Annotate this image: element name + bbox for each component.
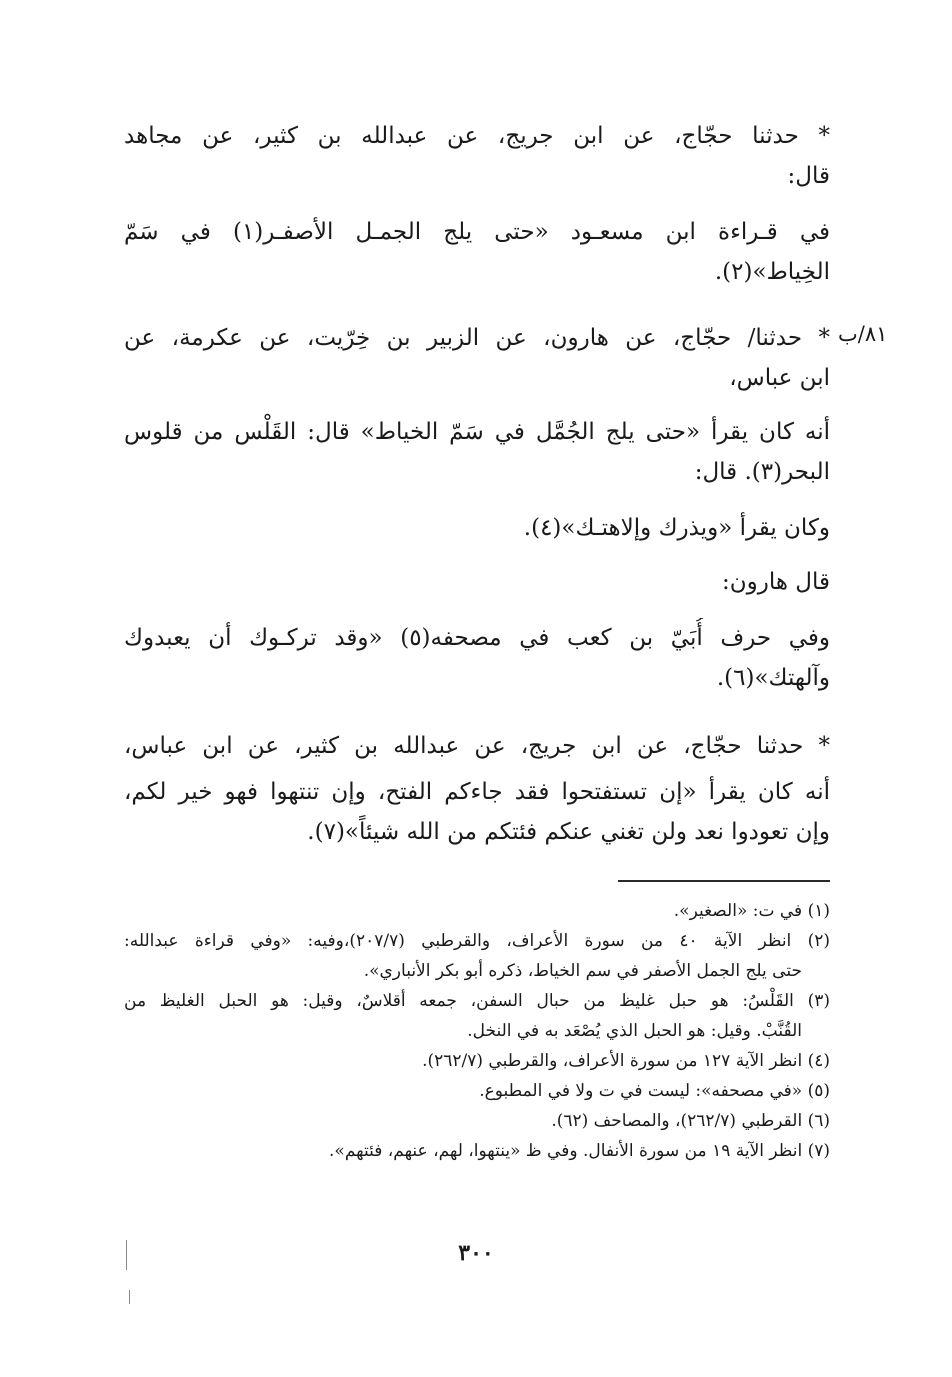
scan-speck <box>129 1290 130 1304</box>
paragraph-2 <box>124 212 830 292</box>
text-line: وفي حرف أُبَيّ بن كعب في مصحفه(٥) «وقد تركـوك أن يعبدوك <box>124 625 830 651</box>
paragraph-5 <box>124 508 830 548</box>
text-line: وإن تعودوا نعد ولن تغني عنكم فئتكم من الله شيئاً»(٧). <box>307 819 830 845</box>
footnote-7: (٧) انظر الآية ١٩ من سورة الأنفال. وفي ظ «ينتهوا، لهم، عنهم، فئتهم». <box>329 1141 830 1161</box>
text-line: أنه كان يقرأ «إن تستفتحوا فقد جاءكم الفتح، وإن تنتهوا فهو خير لكم، <box>124 779 830 805</box>
page-number: ٣٠٠ <box>458 1240 494 1266</box>
footnote-4: (٤) انظر الآية ١٢٧ من سورة الأعراف، والقرطبي (٢٦٢/٧). <box>422 1051 830 1071</box>
footnote-2: (٢) انظر الآية ٤٠ من سورة الأعراف، والقرطبي (٢٠٧/٧)،وفيه: «وفي قراءة عبدالله: <box>124 931 830 951</box>
text-line: * حدثنا حجّاج، عن ابن جريج، عن عبدالله بن كثير، عن مجاهد <box>124 123 830 149</box>
footnote-separator <box>618 880 830 882</box>
text-line: البحر(٣). قال: <box>694 459 830 485</box>
paragraph-6 <box>124 562 830 602</box>
footnotes <box>124 896 830 1166</box>
text-line: ابن عباس، <box>729 365 830 391</box>
text-line: وكان يقرأ «ويذرك وإلاهتـك»(٤). <box>523 515 830 541</box>
footnote-5: (٥) «في مصحفه»: ليست في ت ولا في المطبوع. <box>479 1081 830 1101</box>
footnote-1: (١) في ت: «الصغير». <box>673 901 830 921</box>
paragraph-8 <box>124 726 830 766</box>
text-line: * حدثنا حجّاج، عن ابن جريج، عن عبدالله بن كثير، عن ابن عباس، <box>124 733 830 759</box>
text-line: الخِياط»(٢). <box>714 259 830 285</box>
text-line: في قـراءة ابن مسعـود «حتى يلج الجمـل الأصفـر(١) في سَمّ <box>124 219 830 245</box>
paragraph-3 <box>124 318 830 398</box>
paragraph-4 <box>124 412 830 492</box>
paragraph-7 <box>124 618 830 698</box>
text-line: * حدثنا/ حجّاج، عن هارون، عن الزبير بن خِرّيت، عن عكرمة، عن <box>124 325 830 351</box>
marginal-folio-note: ٨١/ب <box>838 322 888 346</box>
text-line: وآلهتك»(٦). <box>716 665 830 691</box>
footnote-6: (٦) القرطبي (٢٦٢/٧)، والمصاحف (٦٢). <box>551 1111 830 1131</box>
footnote-3-continued: القُنَّبْ. وقيل: هو الحبل الذي يُصْعَد به في النخل. <box>467 1021 802 1041</box>
footnote-3: (٣) القَلْسُ: هو حبل غليظ من حبال السفن، جمعه أقلاسٌ، وقيل: هو الحبل الغليظ من <box>124 991 830 1011</box>
scan-speck <box>126 1240 127 1270</box>
text-line: أنه كان يقرأ «حتى يلج الجُمَّل في سَمّ الخياط» قال: القَلْس من قلوس <box>124 419 830 445</box>
paragraph-1 <box>124 116 830 196</box>
text-line: قال هارون: <box>721 569 830 595</box>
text-line: قال: <box>787 163 830 189</box>
paragraph-9 <box>124 772 830 852</box>
footnote-2-continued: حتى يلج الجمل الأصفر في سم الخياط، ذكره أبو بكر الأنباري». <box>363 961 802 981</box>
